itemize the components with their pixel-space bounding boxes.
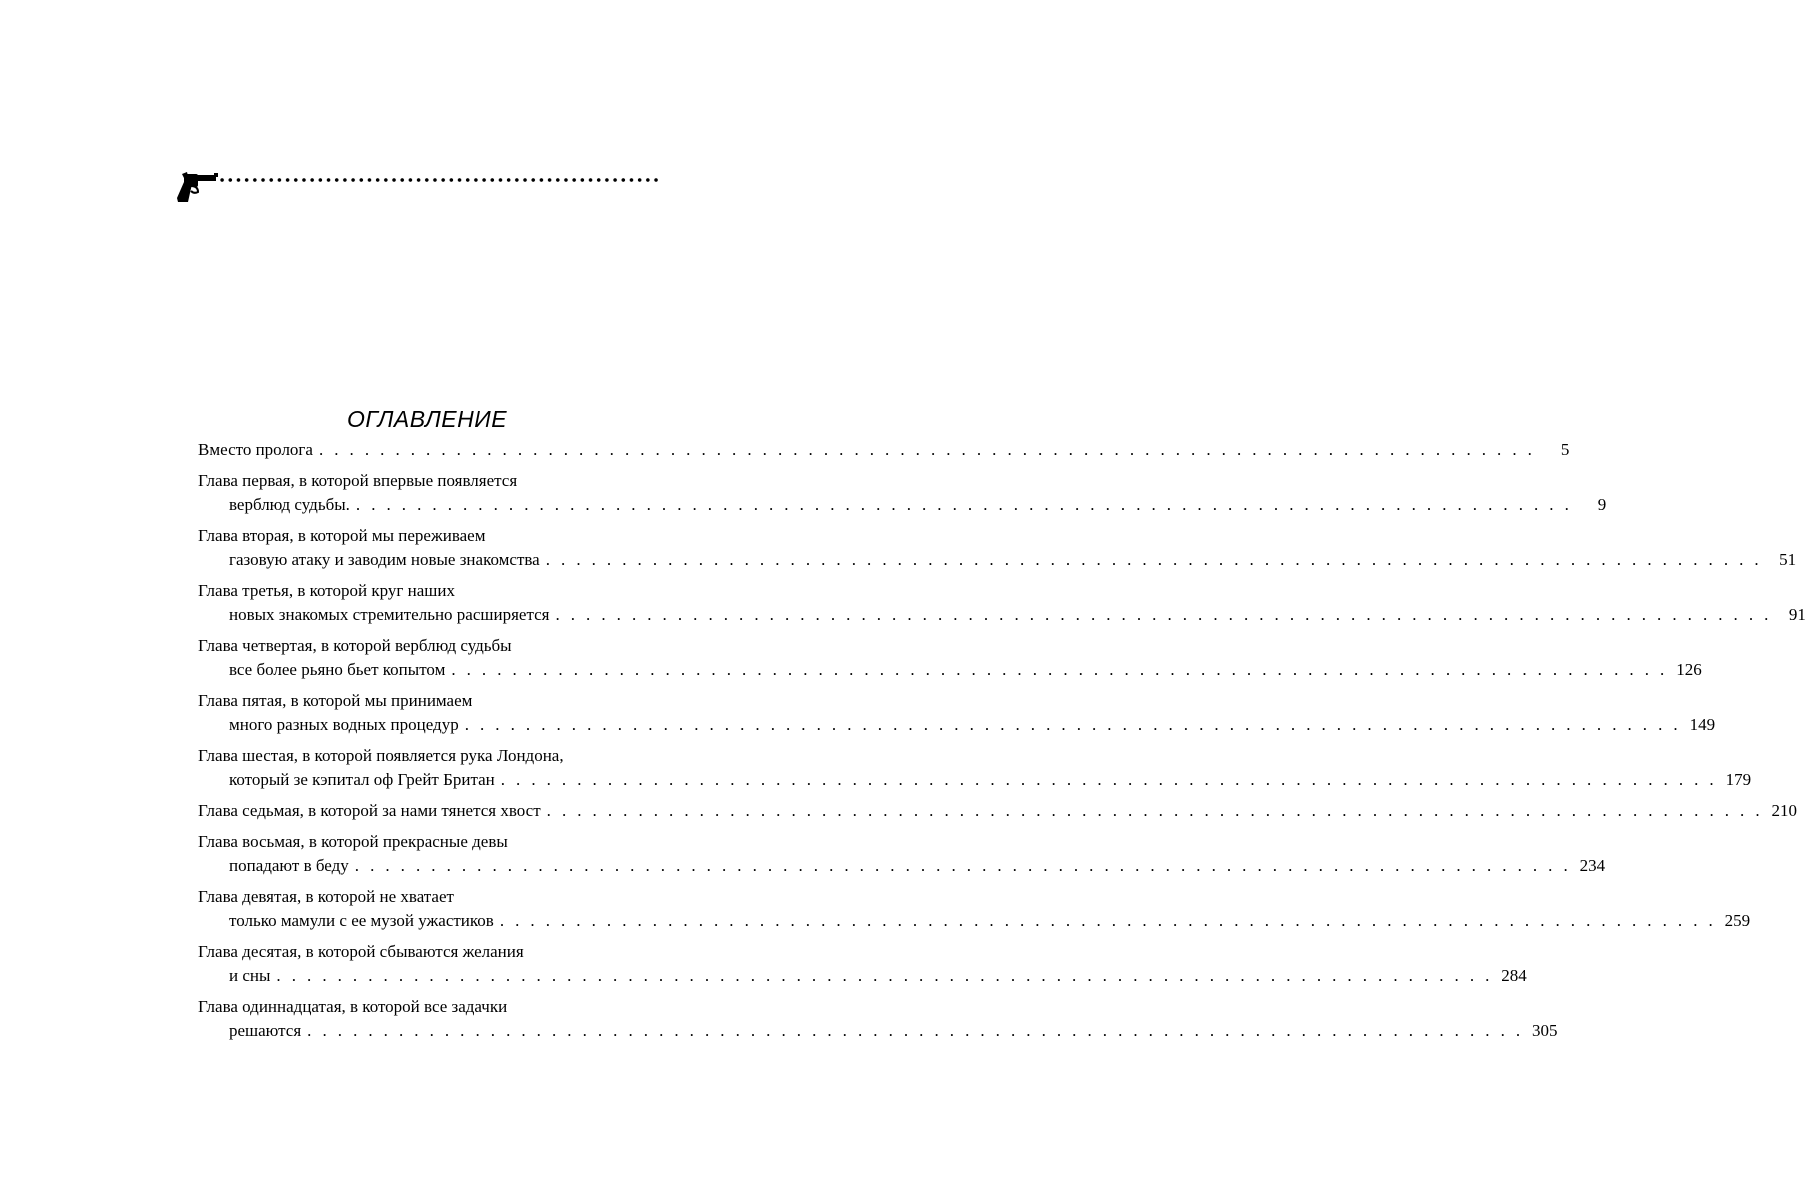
toc-entry-text: Глава десятая, в которой сбываются желания: [198, 942, 524, 961]
dot-leader: . . . . . . . . . . . . . . . . . . . . . . . . . . . . . . . . . . . . . . . . . . . . . . . . . . . . . . . . . . . . . . . . . . . . . . . . . . . . . . . .: [545, 550, 1763, 569]
toc-entry-text: все более рьяно бьет копытом: [229, 660, 446, 679]
dot-leader: . . . . . . . . . . . . . . . . . . . . . . . . . . . . . . . . . . . . . . . . . . . . . . . . . . . . . . . . . . . . . . . . . . . . . . . . . . . . . . . .: [307, 1021, 1524, 1040]
toc-entry-text: Вместо пролога: [198, 440, 313, 459]
toc-entry-text: новых знакомых стремительно расширяется: [229, 605, 550, 624]
dot-leader: . . . . . . . . . . . . . . . . . . . . . . . . . . . . . . . . . . . . . . . . . . . . . . . . . . . . . . . . . . . . . . . . . . . . . . . . . . . . . . . .: [499, 911, 1717, 930]
toc-entry-text: Глава первая, в которой впервые появляется: [198, 471, 518, 490]
toc-entry-text: Глава третья, в которой круг наших: [198, 581, 455, 600]
revolver-icon: [176, 172, 220, 204]
toc-page-number: 91: [1788, 605, 1806, 624]
toc-entry-text: Глава шестая, в которой появляется рука Лондона,: [198, 746, 564, 765]
toc-entry: [198, 799, 1798, 823]
toc-entry: [198, 940, 1527, 988]
toc-entry-text: и сны: [229, 966, 271, 985]
toc-entry-text: Глава четвертая, в которой верблюд судьбы: [198, 636, 512, 655]
toc-page-number: 210: [1771, 801, 1798, 820]
toc-entry-text: Глава вторая, в которой мы переживаем: [198, 526, 486, 545]
toc-entry-text: верблюд судьбы.: [229, 495, 350, 514]
toc-entry-text: Глава пятая, в которой мы принимаем: [198, 691, 473, 710]
dot-leader: . . . . . . . . . . . . . . . . . . . . . . . . . . . . . . . . . . . . . . . . . . . . . . . . . . . . . . . . . . . . . . . . . . . . . . . . . . . . . . . .: [276, 966, 1493, 985]
dot-leader: . . . . . . . . . . . . . . . . . . . . . . . . . . . . . . . . . . . . . . . . . . . . . . . . . . . . . . . . . . . . . . . . . . . . . . . . . . . . . . . .: [355, 495, 1573, 514]
toc-entry: [198, 995, 1558, 1043]
toc-page-number: 305: [1532, 1021, 1558, 1040]
toc-page-number: 51: [1779, 550, 1797, 569]
header-ornament: [176, 168, 660, 208]
toc-page-number: 234: [1579, 856, 1606, 875]
toc-page-number: 284: [1501, 966, 1527, 985]
toc-entry: [198, 579, 1806, 627]
dotted-rule: [218, 177, 658, 183]
toc-title: ОГЛАВЛЕНИЕ: [346, 406, 508, 432]
toc-page-number: 9: [1597, 495, 1607, 514]
toc-entry-text: Глава девятая, в которой не хватает: [198, 887, 454, 906]
toc-page-number: 5: [1560, 440, 1570, 459]
toc-page-number: 259: [1724, 911, 1751, 930]
dot-leader: . . . . . . . . . . . . . . . . . . . . . . . . . . . . . . . . . . . . . . . . . . . . . . . . . . . . . . . . . . . . . . . . . . . . . . . . . . . . . . . .: [354, 856, 1572, 875]
dot-leader: . . . . . . . . . . . . . . . . . . . . . . . . . . . . . . . . . . . . . . . . . . . . . . . . . . . . . . . . . . . . . . . . . . . . . . . . . . . . . . . .: [500, 770, 1718, 789]
toc-entry: [198, 689, 1716, 737]
toc-entry-text: Глава восьмая, в которой прекрасные девы: [198, 832, 508, 851]
table-of-contents: [198, 438, 1806, 1050]
toc-entry-text: попадают в беду: [229, 856, 349, 875]
toc-entry-text: много разных водных процедур: [229, 715, 459, 734]
toc-entry-text: газовую атаку и заводим новые знакомства: [229, 550, 540, 569]
toc-entry-text: который зе кэпитал оф Грейт Британ: [229, 770, 495, 789]
toc-entry-text: Глава одиннадцатая, в которой все задачки: [198, 997, 508, 1016]
dot-leader: . . . . . . . . . . . . . . . . . . . . . . . . . . . . . . . . . . . . . . . . . . . . . . . . . . . . . . . . . . . . . . . . . . . . . . . . . . . . . . . .: [546, 801, 1764, 820]
toc-page-number: 126: [1676, 660, 1702, 679]
dot-leader: . . . . . . . . . . . . . . . . . . . . . . . . . . . . . . . . . . . . . . . . . . . . . . . . . . . . . . . . . . . . . . . . . . . . . . . . . . . . . . . .: [451, 660, 1668, 679]
toc-entry-text: решаются: [229, 1021, 302, 1040]
toc-entry: [198, 885, 1751, 933]
toc-entry: [198, 744, 1752, 792]
toc-entry: [198, 830, 1606, 878]
dot-leader: . . . . . . . . . . . . . . . . . . . . . . . . . . . . . . . . . . . . . . . . . . . . . . . . . . . . . . . . . . . . . . . . . . . . . . . . . . . . . . . .: [464, 715, 1682, 734]
toc-page-number: 179: [1725, 770, 1752, 789]
toc-entry: [198, 438, 1570, 462]
toc-entry-text: только мамули с ее музой ужастиков: [229, 911, 494, 930]
dot-leader: . . . . . . . . . . . . . . . . . . . . . . . . . . . . . . . . . . . . . . . . . . . . . . . . . . . . . . . . . . . . . . . . . . . . . . . . . . . . . . . .: [318, 440, 1536, 459]
toc-entry: [198, 524, 1797, 572]
dot-leader: . . . . . . . . . . . . . . . . . . . . . . . . . . . . . . . . . . . . . . . . . . . . . . . . . . . . . . . . . . . . . . . . . . . . . . . . . . . . . . . .: [555, 605, 1772, 624]
toc-entry: [198, 469, 1607, 517]
toc-entry-text: Глава седьмая, в которой за нами тянется хвост: [198, 801, 541, 820]
toc-entry: [198, 634, 1702, 682]
toc-page-number: 149: [1689, 715, 1716, 734]
